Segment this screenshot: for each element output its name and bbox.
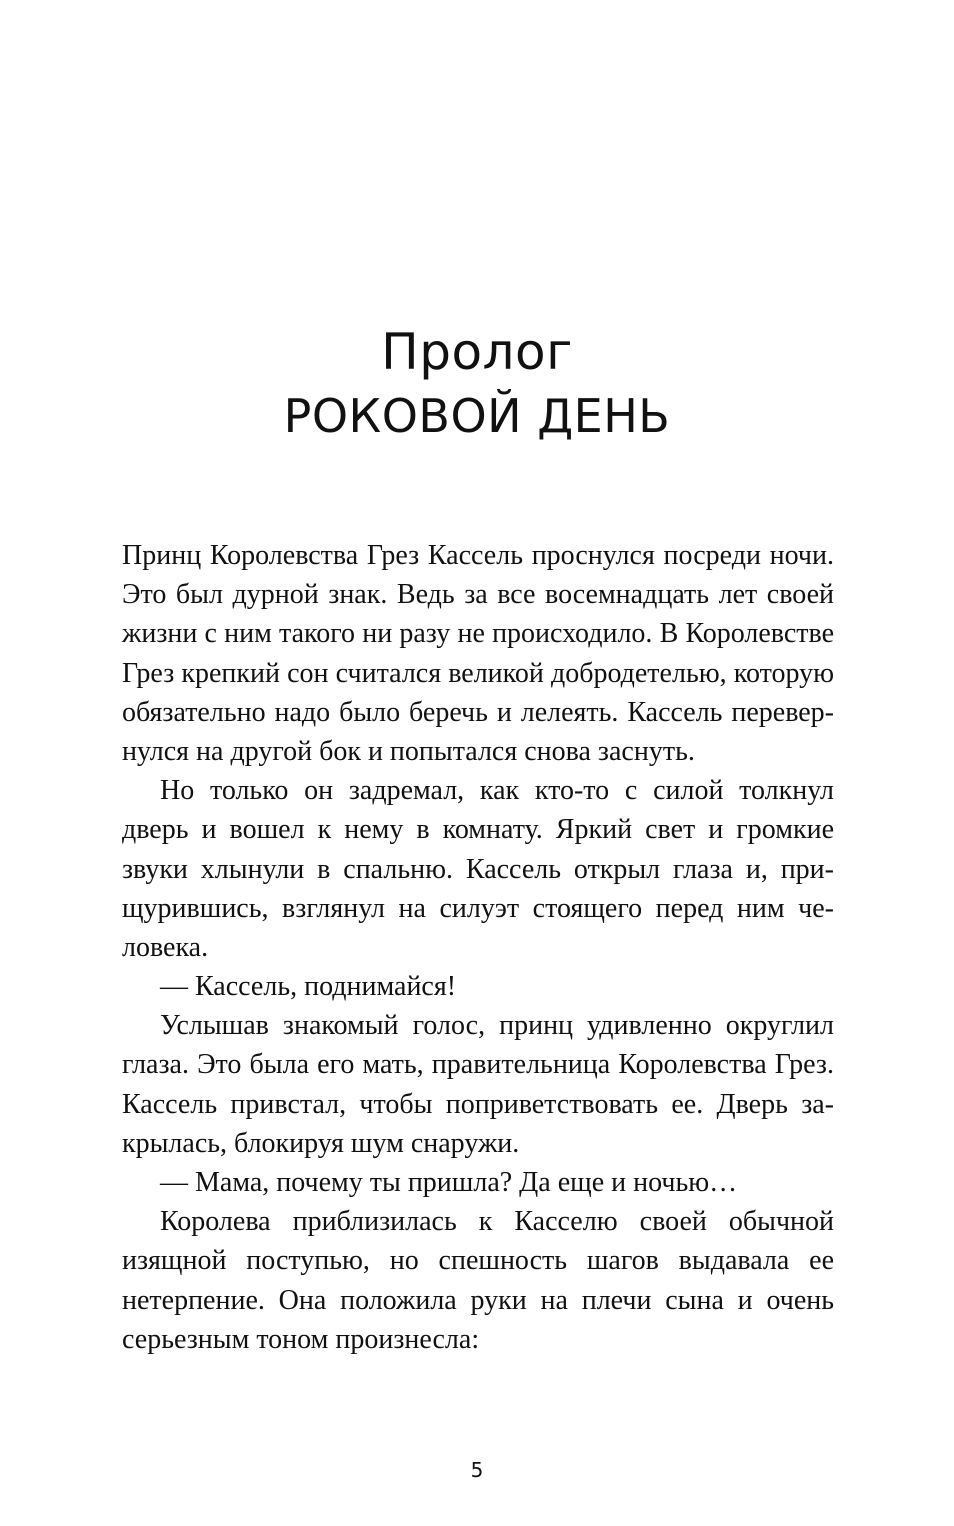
text-line: Принц Королевства Грез Кассель проснулся посреди ночи. — [122, 540, 834, 571]
dialogue-line: — Кассель, поднимайся! — [160, 971, 457, 1003]
text-line: ловека. — [122, 931, 209, 963]
text-line: жизни с ним такого ни разу не происходило. В Королевстве — [122, 618, 834, 650]
chapter-label: Пролог — [381, 323, 573, 381]
dialogue-line: — Мама, почему ты пришла? Да еще и ночью… — [160, 1167, 738, 1198]
text-line: Это был дурной знак. Ведь за все восемнадцать лет своей — [122, 579, 834, 611]
text-line: крылась, блокируя шум снаружи. — [122, 1127, 520, 1159]
page-number: 5 — [470, 1458, 484, 1482]
text-line: глаза. Это была его мать, правительница Королевства Грез. — [122, 1049, 834, 1081]
chapter-title: РОКОВОЙ ДЕНЬ — [283, 389, 671, 443]
text-line: щурившись, взглянул на силуэт стоящего перед ним че- — [122, 892, 834, 924]
text-line: серьезным тоном произнесла: — [122, 1323, 480, 1355]
body-text — [122, 536, 834, 1359]
text-line: изящной поступью, но спешность шагов выдавала ее — [122, 1245, 834, 1277]
text-line: нулся на другой бок и попытался снова заснуть. — [122, 735, 695, 767]
text-line: Грез крепкий сон считался великой добродетелью, которую — [122, 657, 834, 689]
text-line: Кассель привстал, чтобы поприветствовать ее. Дверь за- — [122, 1088, 834, 1120]
text-line: звуки хлынули в спальню. Кассель открыл глаза и, при- — [122, 853, 834, 885]
text-line: дверь и вошел к нему в комнату. Яркий свет и громкие — [122, 814, 834, 846]
chapter-heading — [0, 320, 954, 448]
text-line: обязательно надо было беречь и лелеять. Кассель перевер- — [122, 696, 834, 728]
text-line: Но только он задремал, как кто-то с силой толкнул — [160, 775, 834, 807]
text-line: Королева приблизилась к Касселю своей обычной — [160, 1206, 834, 1238]
text-line: Услышав знакомый голос, принц удивленно округлил — [160, 1010, 834, 1042]
text-line: нетерпение. Она положила руки на плечи сына и очень — [122, 1284, 834, 1316]
